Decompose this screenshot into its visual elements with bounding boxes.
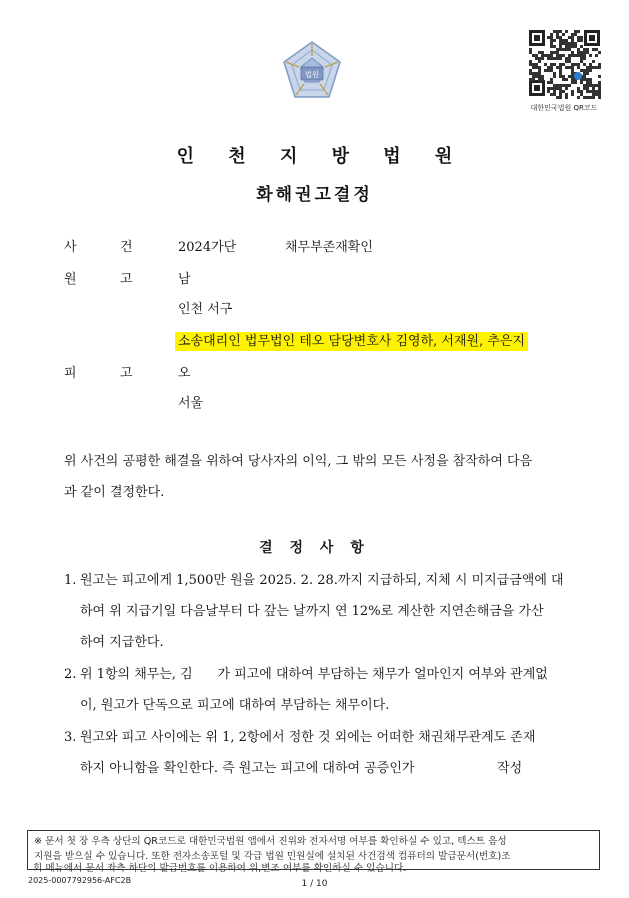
intro-paragraph [64, 446, 564, 508]
item-number: 3. [64, 730, 77, 745]
defendant-address: 서울 [178, 396, 204, 411]
item-line: 하지 아니함을 확인한다. 즉 원고는 피고에 대하여 공증인가 작성 [80, 761, 523, 776]
case-label-char-2: 건 [120, 240, 133, 255]
notice-line: ※ 문서 첫 장 우측 상단의 QR코드로 대한민국법원 앱에서 진위와 전자서명 여부를 확인하실 수 있고, 텍스트 음성 [34, 836, 507, 847]
section-title: 결 정 사 항 [259, 540, 370, 556]
item-number: 2. [64, 667, 77, 682]
decision-item-2 [64, 659, 574, 721]
plaintiff-counsel [178, 330, 528, 349]
plaintiff-label-char-1: 원 [64, 272, 77, 287]
defendant-name: 오 [178, 366, 191, 381]
item-number: 1. [64, 573, 77, 588]
case-name: 채무부존재확인 [285, 240, 373, 255]
intro-line: 위 사건의 공평한 해결을 위하여 당사자의 이익, 그 밖의 모든 사정을 참작하여 다음 [64, 454, 533, 469]
qr-caption: 대한민국법원 QR코드 [530, 104, 598, 112]
emblem-text: 법원 [304, 70, 320, 79]
item-line: 하여 위 지급기일 다음날부터 다 갚는 날까지 연 12%로 계산한 지연손해금을 가산 [80, 604, 544, 619]
document-title: 화해권고결정 [256, 185, 373, 205]
notice-line: 회 메뉴에서 문서 좌측 하단의 발급번호를 이용하여 위,변조 여부를 확인하실 수 있습니다. [33, 863, 407, 874]
notice-line: 지원을 받으실 수 있습니다. 또한 전자소송포털 및 각급 법원 민원실에 설치된 사건검색 컴퓨터의 발급문서(번호)조 [34, 851, 511, 862]
qr-code[interactable] [526, 27, 603, 99]
defendant-label-char-2: 고 [120, 366, 133, 381]
item-line: 원고와 피고 사이에는 위 1, 2항에서 정한 것 외에는 어떠한 채권채무관계도 존재 [80, 730, 536, 745]
defendant-label-char-1: 피 [64, 366, 77, 381]
item-line: 이, 원고가 단독으로 피고에 대하여 부담하는 채무이다. [80, 698, 390, 713]
court-emblem-icon [281, 40, 343, 102]
decision-item-1 [64, 565, 574, 658]
court-name: 인 천 지 방 법 원 [176, 146, 467, 167]
plaintiff-counsel-highlight: 소송대리인 법무법인 테오 담당변호사 김영하, 서재원, 추은지 [175, 332, 528, 351]
plaintiff-label-char-2: 고 [120, 272, 133, 287]
plaintiff-name: 남 [178, 272, 191, 287]
page-indicator: 1 / 10 [301, 879, 328, 889]
item-line: 위 1항의 채무는, 김 가 피고에 대하여 부담하는 채무가 얼마인지 여부와 관계없 [80, 667, 548, 682]
item-line: 원고는 피고에게 1,500만 원을 2025. 2. 28.까지 지급하되, 지체 시 미지급금액에 대 [80, 573, 564, 588]
issue-number: 2025-0007792956-AFC2B [28, 876, 132, 885]
decision-item-3 [64, 722, 574, 784]
case-label-char-1: 사 [64, 240, 77, 255]
plaintiff-address: 인천 서구 [178, 302, 233, 317]
case-number: 2024가단 [178, 240, 237, 255]
intro-line: 과 같이 결정한다. [64, 485, 165, 500]
item-line: 하여 지급한다. [80, 635, 164, 650]
